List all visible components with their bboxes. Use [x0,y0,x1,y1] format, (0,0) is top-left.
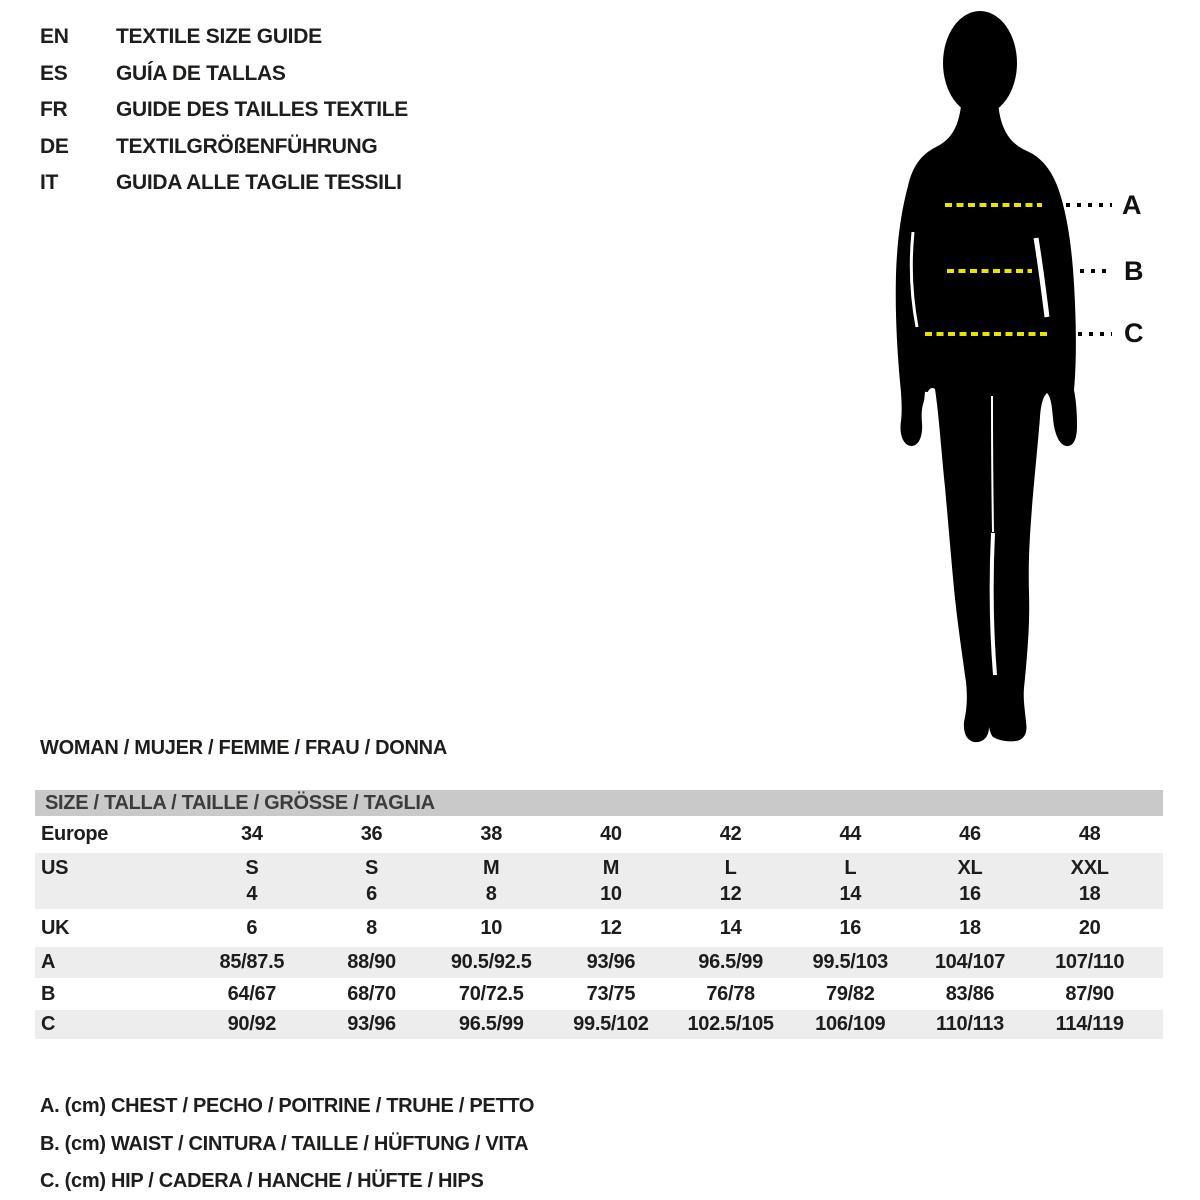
size-row-label: A [41,951,56,973]
size-cell: S [365,857,379,879]
size-cell: 107/110 [1055,951,1125,973]
size-cell: 114/119 [1055,1013,1124,1035]
size-cell: 48 [1078,823,1101,845]
size-cell: 8 [366,917,377,939]
size-cell: 104/107 [934,951,1006,973]
size-row-label: US [41,857,69,879]
size-cell: 18 [959,917,981,939]
size-cell: 14 [839,883,862,905]
size-cell: 12 [600,917,622,939]
size-cell: 10 [600,883,622,905]
size-cell: 6 [246,917,258,939]
size-cell: 93/96 [586,951,636,973]
size-row-label: C [41,1013,56,1035]
size-table-row [35,881,1163,909]
size-cell: M [483,857,500,879]
size-cell: 106/109 [815,1013,886,1035]
size-cell: 102.5/105 [687,1013,774,1035]
silhouette-gap-thigh-seam [992,396,993,532]
size-cell: L [724,857,737,879]
size-cell: 90/92 [227,1013,277,1035]
size-cell: L [844,857,857,879]
size-cell: XL [957,857,983,879]
size-cell: S [245,857,259,879]
size-table-row [35,947,1163,978]
lang-code: EN [40,25,69,48]
measure-label-waist: B [1124,256,1144,286]
silhouette-gap-left-hand [926,392,929,445]
size-cell: 79/82 [826,983,875,1005]
size-table-row [35,816,1163,853]
size-cell: 68/70 [347,983,396,1005]
size-cell: 42 [719,823,742,845]
measurement-legend [40,1088,534,1200]
size-row-label: UK [41,917,70,939]
language-title-list [40,19,408,202]
lang-title: GUÍA DE TALLAS [116,61,286,85]
size-cell: 10 [480,917,503,939]
lang-code: FR [40,98,68,122]
size-cell: 99.5/102 [573,1013,649,1035]
size-table-row [35,909,1163,947]
size-cell: 44 [839,823,862,845]
size-cell: 14 [719,917,742,939]
lang-title: GUIDA ALLE TAGLIE TESSILI [116,171,402,195]
size-table-body [35,816,1163,1039]
size-cell: 99.5/103 [812,951,888,973]
size-cell: 90.5/92.5 [450,951,532,973]
size-table [35,790,1163,1039]
measure-label-hip: C [1124,318,1144,348]
silhouette-gap-right-hand [1046,398,1048,449]
legend-line-chest: A. (cm) CHEST / PECHO / POITRINE / TRUHE / PETTO [40,1095,535,1117]
size-table-header: SIZE / TALLA / TAILLE / GRÖSSE / TAGLIA [35,790,1163,816]
size-cell: 88/90 [347,951,396,973]
size-table-row [35,853,1163,881]
measure-label-chest: A [1122,190,1142,220]
size-cell: 70/72.5 [458,983,524,1005]
lang-title: GUIDE DES TAILLES TEXTILE [116,98,408,122]
lang-code: DE [40,134,69,158]
size-cell: 4 [246,883,258,905]
silhouette-body [896,93,1077,742]
size-cell: 87/90 [1065,983,1114,1005]
size-cell: XXL [1070,857,1109,879]
size-row-label: B [41,983,56,1005]
size-cell: 76/78 [706,983,755,1005]
lang-title: TEXTILGRÖßENFÜHRUNG [116,134,378,158]
size-row-label [35,881,192,909]
legend-line-hip: C. (cm) HIP / CADERA / HANCHE / HÜFTE / HIPS [40,1170,484,1192]
size-table-row [35,978,1163,1010]
size-cell: 83/86 [945,983,995,1005]
size-cell: 38 [480,823,503,845]
section-heading-woman: WOMAN / MUJER / FEMME / FRAU / DONNA [40,737,447,759]
size-table-row [35,1010,1163,1039]
size-cell: 64/67 [227,983,277,1005]
size-cell: 46 [959,823,981,845]
size-cell: 96.5/99 [458,1013,524,1035]
size-cell: 16 [839,917,862,939]
lang-title: TEXTILE SIZE GUIDE [116,25,322,48]
size-cell: 85/87.5 [219,951,285,973]
size-cell: 12 [719,883,742,905]
size-cell: 18 [1078,883,1101,905]
size-cell: 93/96 [347,1013,396,1035]
size-cell: 16 [959,883,981,905]
size-cell: 34 [241,823,263,845]
size-row-label: Europe [41,823,109,845]
size-cell: 96.5/99 [698,951,763,973]
size-cell: 40 [600,823,622,845]
lang-code: IT [40,171,59,195]
size-cell: M [602,857,620,879]
size-cell: 20 [1078,917,1101,939]
size-cell: 110/113 [935,1013,1004,1035]
lang-code: ES [40,61,68,85]
woman-silhouette-figure [850,0,1160,745]
size-cell: 36 [360,823,383,845]
legend-line-waist: B. (cm) WAIST / CINTURA / TAILLE / HÜFTUNG / VITA [40,1132,529,1155]
size-cell: 8 [485,883,497,905]
size-cell: 6 [366,883,377,905]
size-cell: 73/75 [586,983,636,1005]
